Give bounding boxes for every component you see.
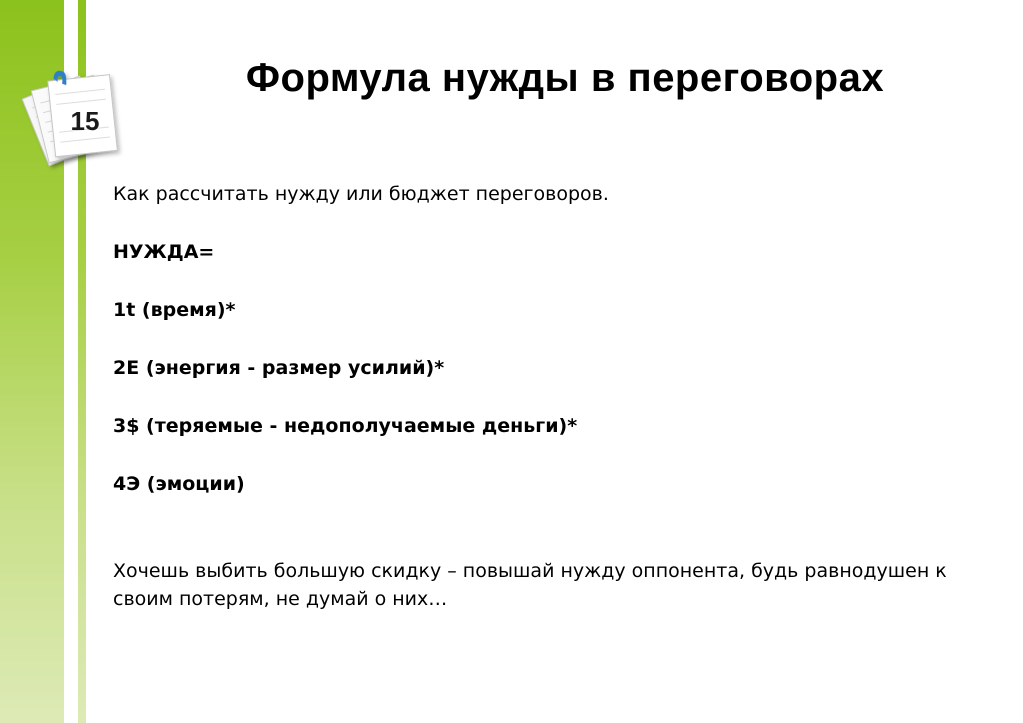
slide-content	[113, 180, 983, 613]
slide-number: 15	[70, 106, 100, 136]
formula-item-money: 3$ (теряемые - недополучаемые деньги)*	[113, 415, 578, 437]
slide-title: Формула нужды в переговорах	[245, 56, 885, 100]
intro-text: Как рассчитать нужду или бюджет переговоров.	[113, 183, 609, 205]
formula-item-time: 1t (время)*	[113, 299, 236, 321]
formula-item-energy: 2E (энергия - размер усилий)*	[113, 357, 445, 379]
conclusion-text: Хочешь выбить большую скидку – повышай нужду оппонента, будь равнодушен к своим потерям, не думай о них…	[113, 560, 947, 610]
formula-item-emotions: 4Э (эмоции)	[113, 473, 245, 495]
formula-heading: НУЖДА=	[113, 241, 215, 263]
